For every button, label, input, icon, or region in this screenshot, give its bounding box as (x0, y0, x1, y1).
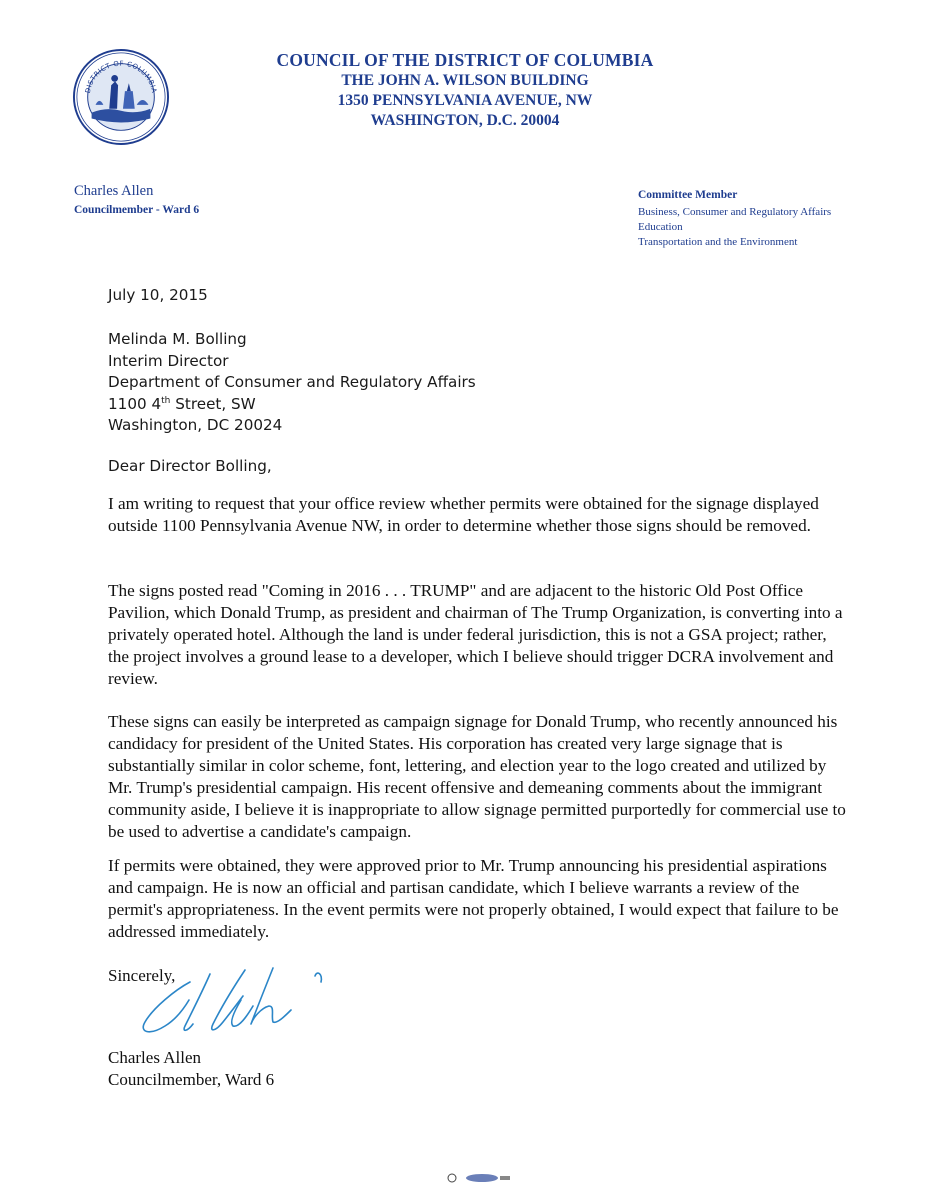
recipient-department: Department of Consumer and Regulatory Affairs (108, 373, 476, 391)
signature-block (108, 1047, 274, 1091)
sender-info (74, 182, 199, 218)
signer-title: Councilmember, Ward 6 (108, 1070, 275, 1089)
street-rest: Street, SW (170, 394, 256, 413)
street-address: 1350 PENNSYLVANIA AVENUE, NW (337, 92, 593, 109)
street-suffix: th (161, 395, 171, 406)
recipient-street (108, 394, 476, 416)
building-name: THE JOHN A. WILSON BUILDING (341, 72, 589, 89)
seal-text: DISTRICT OF COLUMBIA (83, 59, 159, 94)
recipient-city: Washington, DC 20024 (108, 416, 283, 434)
council-seal (72, 48, 170, 146)
body-paragraph-1: I am writing to request that your office review whether permits were obtained for the signage displayed outside 1100 Pennsylvania Avenue NW, in order to determine whether those signs should be removed. (108, 494, 819, 535)
city-address: WASHINGTON, D.C. 20004 (370, 112, 560, 129)
sender-name: Charles Allen (74, 183, 154, 199)
recipient-address (108, 329, 476, 437)
street-number: 1100 4 (108, 394, 162, 413)
recipient-title: Interim Director (108, 351, 229, 370)
recipient-name: Melinda M. Bolling (108, 330, 247, 348)
letterhead (240, 50, 690, 131)
committee-list (638, 188, 831, 250)
committee-item: Business, Consumer and Regulatory Affairs (638, 206, 832, 218)
committee-item: Transportation and the Environment (638, 236, 798, 248)
body-paragraph-2: The signs posted read "Coming in 2016 . . . TRUMP" and are adjacent to the historic Old Post Office Pavilion, which Donald Trump, as president and chairman of The Trump Organization, is converting into a privately operated hotel. Although the land is under federal jurisdiction, this is not a GSA project; rather, the project involves a ground lease to a developer, which I believe should trigger DCRA involvement and review. (108, 581, 843, 688)
salutation: Dear Director Bolling, (108, 457, 272, 475)
sender-title: Councilmember - Ward 6 (74, 204, 200, 216)
letter-date: July 10, 2015 (108, 286, 208, 304)
council-name: COUNCIL OF THE DISTRICT OF COLUMBIA (276, 50, 654, 70)
handwritten-signature (135, 960, 360, 1045)
committee-item: Education (638, 221, 683, 233)
body-paragraph-4: If permits were obtained, they were approved prior to Mr. Trump announcing his presidential aspirations and campaign. He is now an official and partisan candidate, which I believe warrants a review of the permit's appropriateness. In the event permits were not properly obtained, I would expect that failure to be addressed immediately. (108, 856, 839, 941)
committee-heading: Committee Member (638, 189, 738, 201)
body-paragraph-3: These signs can easily be interpreted as campaign signage for Donald Trump, who recently announced his candidacy for president of the United States. His corporation has created very large signage that is substantially similar in color scheme, font, lettering, and election year to the logo created and utilized by Mr. Trump's presidential campaign. His recent offensive and demeaning comments about the immigrant community aside, I believe it is inappropriate to allow signage permitted purportedly for commercial use to be used to advertise a candidate's campaign. (108, 712, 846, 841)
printer-mark-icon (446, 1172, 512, 1184)
signer-name: Charles Allen (108, 1048, 202, 1067)
closing: Sincerely, (108, 966, 176, 985)
